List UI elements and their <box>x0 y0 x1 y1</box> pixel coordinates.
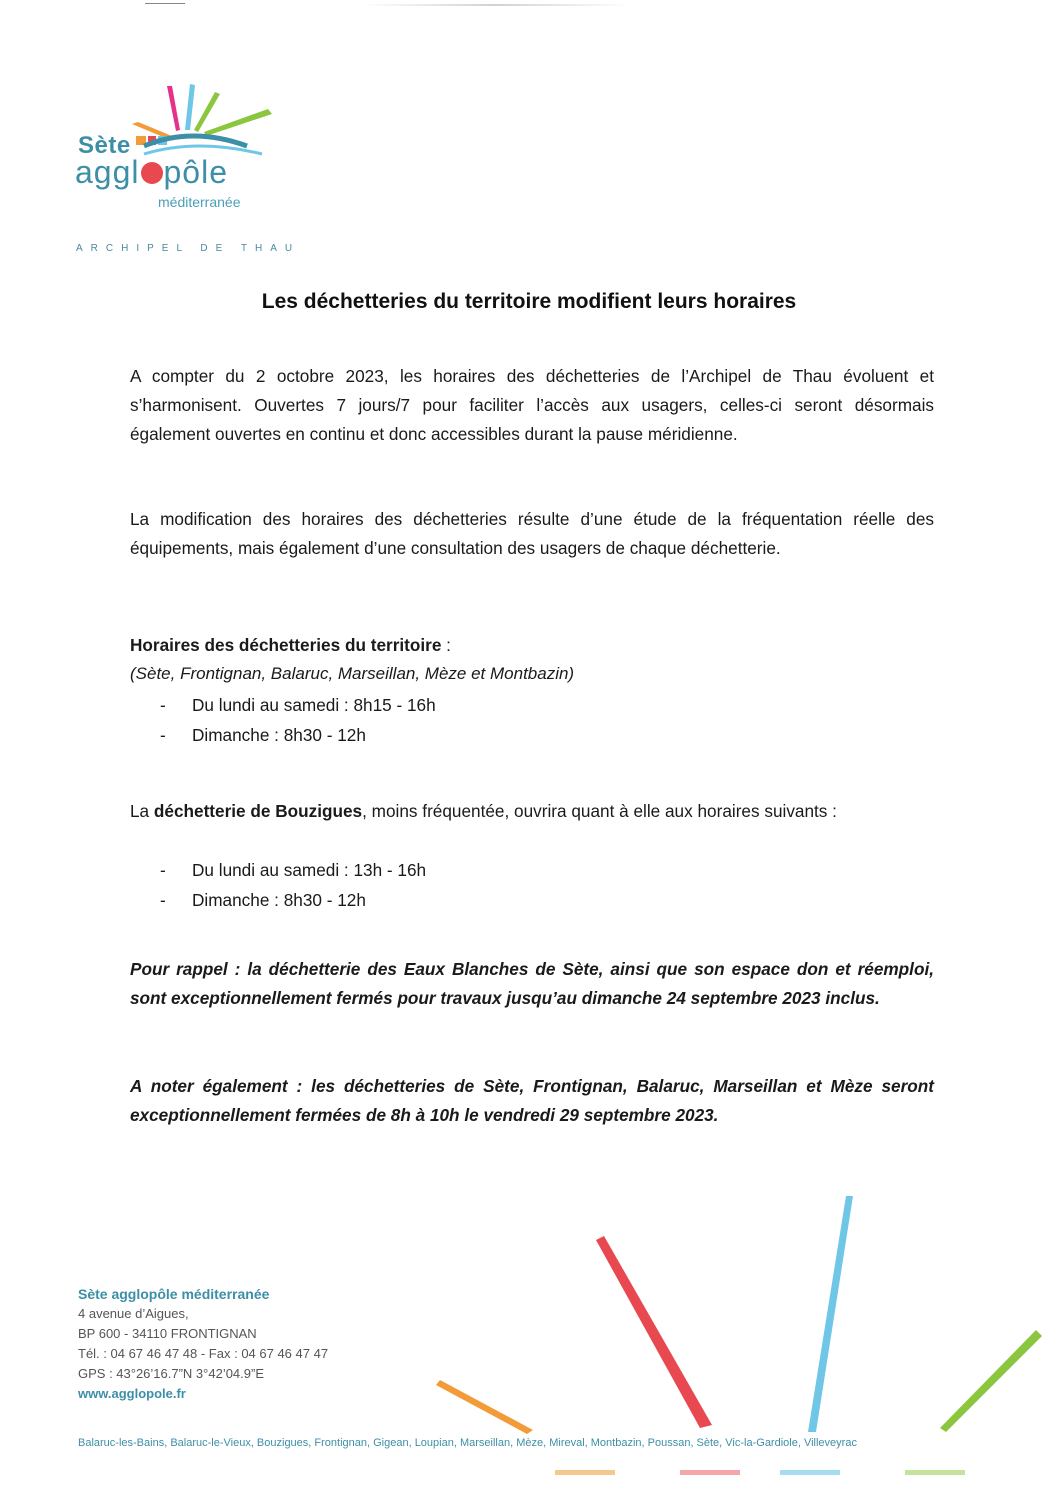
closure-reminder: Pour rappel : la déchetterie des Eaux Blanches de Sète, ainsi que son espace don et réemploi, sont exceptionnellement fermés pour travaux jusqu’au dimanche 24 septembre 2023 inclus. <box>130 959 934 1008</box>
logo-sete-text: Sète <box>78 132 131 159</box>
footer-contact <box>78 1284 328 1404</box>
list-item: - Dimanche : 8h30 - 12h <box>160 890 366 910</box>
footer-phone: Tél. : 04 67 46 47 48 - Fax : 04 67 46 47 47 <box>78 1346 329 1361</box>
footer-towns: Balaruc-les-Bains, Balaruc-le-Vieux, Bouzigues, Frontignan, Gigean, Loupian, Marseillan, Mèze, Mireval, Montbazin, Poussan, Sète, Vic-la-Gardiole, Villeveyrac <box>78 1437 857 1449</box>
closure-notice: A noter également : les déchetteries de Sète, Frontignan, Balaruc, Marseillan et Mèze seront exceptionnellement fermées de 8h à 10h le vendredi 29 septembre 2023. <box>130 1076 934 1125</box>
footer-address-line2: BP 600 - 34110 FRONTIGNAN <box>78 1326 257 1341</box>
bottom-color-bar <box>905 1470 965 1475</box>
list-item: - Dimanche : 8h30 - 12h <box>160 725 366 745</box>
bouzigues-rest: , moins fréquentée, ouvrira quant à elle aux horaires suivants : <box>362 801 837 821</box>
bottom-color-bar <box>555 1470 615 1475</box>
footer-address-line1: 4 avenue d’Aigues, <box>78 1306 189 1321</box>
territory-hours-heading-text: Horaires des déchetteries du territoire <box>130 635 442 655</box>
hours-weekday: Du lundi au samedi : 13h - 16h <box>192 860 427 880</box>
territory-hours-heading-colon: : <box>441 635 451 655</box>
bottom-color-bar <box>780 1470 840 1475</box>
logo-tagline: ARCHIPEL DE THAU <box>76 243 301 254</box>
logo-mediterranee-text: méditerranée <box>158 194 241 210</box>
bouzigues-name: déchetterie de Bouzigues <box>153 801 363 821</box>
hours-sunday: Dimanche : 8h30 - 12h <box>192 890 366 910</box>
list-item: - Du lundi au samedi : 8h15 - 16h <box>160 695 436 715</box>
study-paragraph: La modification des horaires des déchetteries résulte d’une étude de la fréquentation réelle des équipements, mais également d’une consultation des usagers de chaque déchetterie. <box>130 509 934 558</box>
bouzigues-prefix: La <box>130 801 154 821</box>
bottom-color-bar <box>680 1470 740 1475</box>
footer-website-link[interactable]: www.agglopole.fr <box>78 1386 186 1401</box>
footer-gps: GPS : 43°26’16.7”N 3°42’04.9”E <box>78 1366 265 1381</box>
footer-org-name: Sète agglopôle méditerranée <box>78 1286 270 1302</box>
territory-towns-subtitle: (Sète, Frontignan, Balaruc, Marseillan, Mèze et Montbazin) <box>130 664 575 683</box>
hours-sunday: Dimanche : 8h30 - 12h <box>192 725 366 745</box>
list-item: - Du lundi au samedi : 13h - 16h <box>160 860 427 880</box>
logo-agglopole-text: aggl pôle <box>75 154 228 190</box>
hours-weekday: Du lundi au samedi : 8h15 - 16h <box>192 695 436 715</box>
page-title: Les déchetteries du territoire modifient leurs horaires <box>261 290 797 313</box>
intro-paragraph: A compter du 2 octobre 2023, les horaires des déchetteries de l’Archipel de Thau évoluent et s’harmonisent. Ouvertes 7 jours/7 pour faciliter l’accès aux usagers, celles-ci seront désormais également ouvertes en continu et donc accessibles durant la pause méridienne. <box>130 366 934 444</box>
